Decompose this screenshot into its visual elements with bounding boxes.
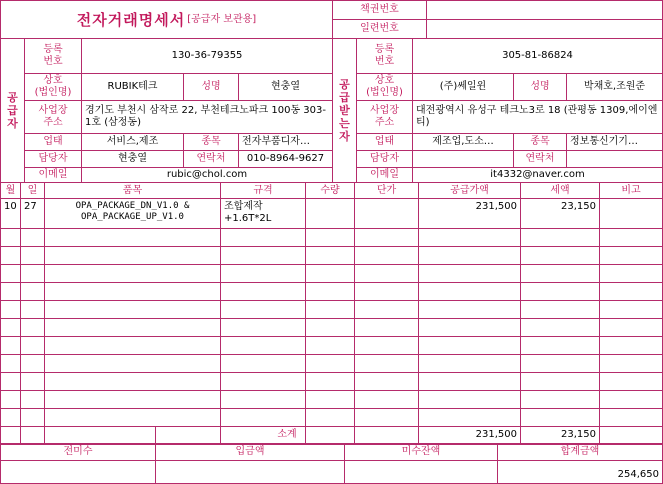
table-row-9-unit-price <box>355 355 419 373</box>
table-row-2-month <box>1 229 21 247</box>
buyer-address-label: 사업장 주소 <box>357 101 413 134</box>
table-row-1-tax: 23,150 <box>521 199 600 229</box>
subtotal-note <box>600 427 662 444</box>
table-row-4-month <box>1 265 21 283</box>
table-row-9-qty <box>306 355 355 373</box>
buyer-manager-label: 담당자 <box>357 151 413 168</box>
table-row-12-spec <box>221 409 306 427</box>
footer-outstanding-value <box>345 461 498 483</box>
supplier-type: 서비스,제조 <box>82 134 184 151</box>
table-row-8-unit-price <box>355 337 419 355</box>
table-row-11-qty <box>306 391 355 409</box>
supplier-contact-label: 연락처 <box>184 151 239 168</box>
table-row-7-item <box>45 319 221 337</box>
table-row-1-spec: 조합제작 +1.6T*2L <box>221 199 306 229</box>
table-row-10-item <box>45 373 221 391</box>
table-row-12-note <box>600 409 662 427</box>
table-row-5-tax <box>521 283 600 301</box>
table-row-1-note <box>600 199 662 229</box>
supplier-reg-no: 130-36-79355 <box>82 39 333 74</box>
table-row-8-spec <box>221 337 306 355</box>
table-row-8-day <box>21 337 45 355</box>
table-row-1-qty <box>306 199 355 229</box>
table-row-9-note <box>600 355 662 373</box>
table-row-3-unit-price <box>355 247 419 265</box>
table-row-4-spec <box>221 265 306 283</box>
footer-previous-balance-label: 전미수 <box>1 444 156 461</box>
table-row-3-item <box>45 247 221 265</box>
table-row-11-item <box>45 391 221 409</box>
table-row-12-tax <box>521 409 600 427</box>
buyer-item: 정보통신기기… <box>567 134 662 151</box>
items-header-spec: 규격 <box>221 183 306 199</box>
table-row-6-month <box>1 301 21 319</box>
table-row-4-tax <box>521 265 600 283</box>
table-row-4-supply <box>419 265 521 283</box>
items-header-month: 월 <box>1 183 21 199</box>
supplier-contact: 010-8964-9627 <box>239 151 333 168</box>
table-row-2-supply <box>419 229 521 247</box>
book-number-label: 책권번호 <box>333 1 427 20</box>
supplier-manager-label: 담당자 <box>25 151 82 168</box>
buyer-type: 제조업,도소… <box>413 134 514 151</box>
table-row-8-item <box>45 337 221 355</box>
table-row-3-supply <box>419 247 521 265</box>
table-row-11-month <box>1 391 21 409</box>
table-row-6-tax <box>521 301 600 319</box>
table-row-7-day <box>21 319 45 337</box>
table-row-12-qty <box>306 409 355 427</box>
table-row-11-tax <box>521 391 600 409</box>
supplier-name: RUBIK테크 <box>82 74 184 101</box>
table-row-12-supply <box>419 409 521 427</box>
table-row-2-qty <box>306 229 355 247</box>
table-row-9-day <box>21 355 45 373</box>
table-row-2-tax <box>521 229 600 247</box>
buyer-item-label: 종목 <box>514 134 567 151</box>
form-title <box>1 1 333 39</box>
table-row-1-month: 10 <box>1 199 21 229</box>
table-row-2-item <box>45 229 221 247</box>
items-header-day: 일 <box>21 183 45 199</box>
table-row-10-spec <box>221 373 306 391</box>
footer-outstanding-label: 미수잔액 <box>345 444 498 461</box>
buyer-manager <box>413 151 514 168</box>
table-row-7-unit-price <box>355 319 419 337</box>
footer-previous-balance-value <box>1 461 156 483</box>
table-row-8-month <box>1 337 21 355</box>
table-row-5-spec <box>221 283 306 301</box>
table-row-7-month <box>1 319 21 337</box>
table-row-10-note <box>600 373 662 391</box>
buyer-name-label: 상호 (법인명) <box>357 74 413 101</box>
table-row-4-item <box>45 265 221 283</box>
table-row-8-supply <box>419 337 521 355</box>
buyer-side-label: 공 급 받 는 자 <box>333 39 357 183</box>
table-row-9-month <box>1 355 21 373</box>
footer-received-value <box>156 461 345 483</box>
supplier-type-label: 업태 <box>25 134 82 151</box>
supplier-item: 전자부품디자… <box>239 134 333 151</box>
table-row-4-qty <box>306 265 355 283</box>
table-row-2-spec <box>221 229 306 247</box>
table-row-6-supply <box>419 301 521 319</box>
table-row-5-month <box>1 283 21 301</box>
table-row-3-qty <box>306 247 355 265</box>
supplier-email: rubic@chol.com <box>82 168 333 183</box>
table-row-11-note <box>600 391 662 409</box>
buyer-contact-label: 연락처 <box>514 151 567 168</box>
supplier-rep-label: 성명 <box>184 74 239 101</box>
table-row-6-qty <box>306 301 355 319</box>
table-row-5-qty <box>306 283 355 301</box>
table-row-2-day <box>21 229 45 247</box>
supplier-name-label: 상호 (법인명) <box>25 74 82 101</box>
document-subtitle: [공급자 보관용] <box>187 13 257 25</box>
subtotal-spacer <box>1 427 156 444</box>
table-row-12-month <box>1 409 21 427</box>
table-row-3-tax <box>521 247 600 265</box>
subtotal-tax: 23,150 <box>521 427 600 444</box>
table-row-10-day <box>21 373 45 391</box>
supplier-manager: 현충열 <box>82 151 184 168</box>
supplier-address-label: 사업장 주소 <box>25 101 82 134</box>
buyer-contact <box>567 151 662 168</box>
buyer-rep-label: 성명 <box>514 74 567 101</box>
table-row-10-month <box>1 373 21 391</box>
table-row-12-day <box>21 409 45 427</box>
supplier-email-label: 이메일 <box>25 168 82 183</box>
table-row-3-spec <box>221 247 306 265</box>
table-row-11-supply <box>419 391 521 409</box>
table-row-5-supply <box>419 283 521 301</box>
buyer-rep: 박채호,조원준 <box>567 74 662 101</box>
buyer-email: it4332@naver.com <box>413 168 662 183</box>
buyer-reg-no-label: 등록 번호 <box>357 39 413 74</box>
buyer-name: (주)쎄일윈 <box>413 74 514 101</box>
table-row-10-supply <box>419 373 521 391</box>
table-row-12-item <box>45 409 221 427</box>
supplier-rep: 현충열 <box>239 74 333 101</box>
table-row-9-tax <box>521 355 600 373</box>
table-row-5-item <box>45 283 221 301</box>
table-row-6-unit-price <box>355 301 419 319</box>
buyer-address: 대전광역시 유성구 테크노3로 18 (관평동 1309,에이엔티) <box>413 101 662 134</box>
items-header-tax: 세액 <box>521 183 600 199</box>
table-row-2-unit-price <box>355 229 419 247</box>
table-row-7-supply <box>419 319 521 337</box>
table-row-6-note <box>600 301 662 319</box>
table-row-11-unit-price <box>355 391 419 409</box>
table-row-9-item <box>45 355 221 373</box>
table-row-2-note <box>600 229 662 247</box>
table-row-9-supply <box>419 355 521 373</box>
footer-total-value: 254,650 <box>617 469 659 480</box>
table-row-5-note <box>600 283 662 301</box>
footer-total-label: 합계금액 <box>498 444 662 461</box>
table-row-1-day: 27 <box>21 199 45 229</box>
table-row-8-note <box>600 337 662 355</box>
table-row-8-tax <box>521 337 600 355</box>
table-row-7-note <box>600 319 662 337</box>
subtotal-label: 소계 <box>156 427 419 444</box>
table-row-1-unit-price <box>355 199 419 229</box>
buyer-reg-no: 305-81-86824 <box>413 39 662 74</box>
supplier-side-label: 공 급 자 <box>1 39 25 183</box>
buyer-email-label: 이메일 <box>357 168 413 183</box>
supplier-reg-no-label: 등록 번호 <box>25 39 82 74</box>
table-row-3-day <box>21 247 45 265</box>
items-header-qty: 수량 <box>306 183 355 199</box>
table-row-10-unit-price <box>355 373 419 391</box>
table-row-3-note <box>600 247 662 265</box>
items-header-unit-price: 단가 <box>355 183 419 199</box>
table-row-7-qty <box>306 319 355 337</box>
table-row-4-unit-price <box>355 265 419 283</box>
table-row-6-spec <box>221 301 306 319</box>
table-row-4-day <box>21 265 45 283</box>
subtotal-supply: 231,500 <box>419 427 521 444</box>
table-row-7-tax <box>521 319 600 337</box>
book-number-value <box>427 1 662 20</box>
table-row-6-day <box>21 301 45 319</box>
items-header-note: 비고 <box>600 183 662 199</box>
document-title: 전자거래명세서 <box>76 10 186 29</box>
table-row-11-day <box>21 391 45 409</box>
table-row-4-note <box>600 265 662 283</box>
items-header-supply: 공급가액 <box>419 183 521 199</box>
table-row-6-item <box>45 301 221 319</box>
buyer-type-label: 업태 <box>357 134 413 151</box>
table-row-10-tax <box>521 373 600 391</box>
table-row-1-supply: 231,500 <box>419 199 521 229</box>
table-row-8-qty <box>306 337 355 355</box>
supplier-address: 경기도 부천시 삼작로 22, 부천테크노파크 100동 303-1호 (삼정동) <box>82 101 333 134</box>
footer-received-label: 입금액 <box>156 444 345 461</box>
table-row-10-qty <box>306 373 355 391</box>
table-row-9-spec <box>221 355 306 373</box>
table-row-5-day <box>21 283 45 301</box>
table-row-12-unit-price <box>355 409 419 427</box>
table-row-7-spec <box>221 319 306 337</box>
supplier-item-label: 종목 <box>184 134 239 151</box>
serial-number-label: 일련번호 <box>333 20 427 39</box>
table-row-1-item: OPA_PACKAGE_DN_V1.0 & OPA_PACKAGE_UP_V1.0 <box>45 199 221 229</box>
table-row-3-month <box>1 247 21 265</box>
serial-number-value <box>427 20 662 39</box>
table-row-5-unit-price <box>355 283 419 301</box>
table-row-11-spec <box>221 391 306 409</box>
items-header-item: 품목 <box>45 183 221 199</box>
